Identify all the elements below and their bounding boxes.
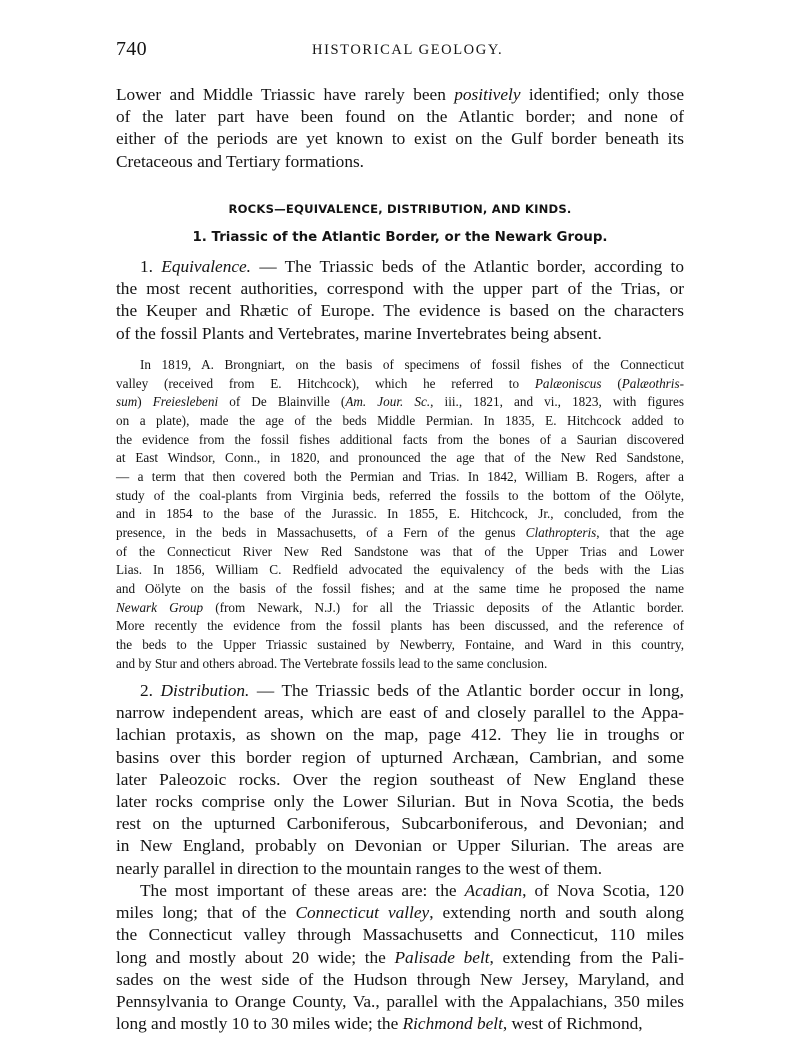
text-line xyxy=(116,449,684,468)
text-run: long and mostly 10 to 30 miles wide; the xyxy=(116,1014,403,1034)
text-run: and by Stur and others abroad. The Vertebrate fossils lead to the same conclusion. xyxy=(116,655,548,671)
areas-paragraph xyxy=(116,880,684,1035)
text-run: ) xyxy=(137,394,153,410)
italic-run: Acadian xyxy=(464,881,523,900)
text-line xyxy=(116,524,684,543)
text-line xyxy=(116,969,684,991)
text-run: the beds to the Upper Triassic sustained by Newberry, Fontaine, and Ward in this country, xyxy=(116,636,684,652)
text-line xyxy=(116,747,684,769)
text-run: , iii., 1821, and vi., 1823, with figures xyxy=(430,394,684,410)
text-line xyxy=(116,151,684,173)
text-run: More recently the evidence from the fossil plants has been discussed, and the reference of xyxy=(116,618,684,634)
text-run: ( xyxy=(601,375,622,391)
text-run: narrow independent areas, which are east of and closely parallel to the Appa- xyxy=(116,703,684,723)
text-run: , extending from the Pali- xyxy=(489,947,684,967)
text-line xyxy=(116,835,684,857)
text-run: 1. xyxy=(140,257,162,276)
italic-run: Palæoniscus xyxy=(534,375,602,391)
text-line xyxy=(116,655,684,674)
text-run: miles long; that of the xyxy=(116,903,296,923)
text-run: of De Blainville ( xyxy=(218,394,346,410)
italic-run: Newark Group xyxy=(116,599,204,615)
text-line xyxy=(116,543,684,562)
text-line xyxy=(116,412,684,431)
italic-run: Richmond belt xyxy=(402,1014,503,1034)
italic-run: Connecticut valley xyxy=(295,903,430,923)
text-line xyxy=(116,724,684,746)
text-run: in New England, probably on Devonian or Upper Silurian. The areas are xyxy=(116,836,684,856)
text-run: of the Connecticut River New Red Sandstone was that of the Upper Trias and Lower xyxy=(116,543,684,559)
text-line xyxy=(116,769,684,791)
text-run: long and mostly about 20 wide; the xyxy=(116,947,395,967)
text-line xyxy=(116,128,684,150)
text-run: lachian protaxis, as shown on the map, page 412. They lie in troughs or xyxy=(116,725,684,745)
text-run: The most important of these areas are: the xyxy=(140,881,465,900)
text-run: , of Nova Scotia, 120 xyxy=(522,881,684,900)
text-line xyxy=(116,256,684,278)
text-run: identified; only those xyxy=(520,85,684,104)
text-line xyxy=(116,680,684,702)
text-line xyxy=(116,902,684,924)
section-heading: ROCKS—EQUIVALENCE, DISTRIBUTION, AND KINDS. xyxy=(228,202,572,216)
text-run: the most recent authorities, correspond with the upper part of the Trias, or xyxy=(116,279,684,299)
text-line xyxy=(116,947,684,969)
text-line xyxy=(116,300,684,322)
italic-run: Equivalence. xyxy=(161,257,252,276)
text-run: study of the coal-plants from Virginia beds, referred the fossils to the bottom of the Oölyte, xyxy=(116,487,684,503)
text-run: , extending north and south along xyxy=(429,903,685,923)
italic-run: Freieslebeni xyxy=(152,394,219,410)
text-run: (from Newark, N.J.) for all the Triassic deposits of the Atlantic border. xyxy=(203,599,684,615)
running-title: HISTORICAL GEOLOGY. xyxy=(312,42,504,58)
text-line xyxy=(116,561,684,580)
text-line xyxy=(116,636,684,655)
text-run: valley (received from E. Hitchcock), which he referred to xyxy=(116,375,535,391)
text-line xyxy=(116,991,684,1013)
distribution-paragraph xyxy=(116,680,684,880)
text-run: In 1819, A. Brongniart, on the basis of specimens of fossil fishes of the Connecticut xyxy=(140,357,684,372)
text-run: Pennsylvania to Orange County, Va., parallel with the Appalachians, 350 miles xyxy=(116,992,684,1012)
italic-run: Palisade belt xyxy=(394,947,490,967)
text-run: later rocks comprise only the Lower Silurian. But in Nova Scotia, the beds xyxy=(116,792,684,812)
text-run: and Oölyte on the basis of the fossil fishes; and at the same time he proposed the name xyxy=(116,580,684,596)
text-run: Lower and Middle Triassic have rarely been xyxy=(116,85,455,104)
italic-run: Distribution. xyxy=(160,681,250,700)
intro-paragraph xyxy=(116,84,684,173)
text-line xyxy=(116,278,684,300)
text-run: sades on the west side of the Hudson through New Jersey, Maryland, and xyxy=(116,969,684,989)
text-run: — The Triassic beds of the Atlantic border, according to xyxy=(251,257,684,276)
italic-run: positively xyxy=(454,85,521,104)
text-run: either of the periods are yet known to exist on the Gulf border beneath its xyxy=(116,129,684,149)
text-line xyxy=(116,924,684,946)
text-line xyxy=(116,858,684,880)
text-line xyxy=(116,356,684,375)
italic-run: Clathropteris xyxy=(525,524,597,540)
text-run: of the later part have been found on the Atlantic border; and none of xyxy=(116,107,684,127)
text-line xyxy=(116,617,684,636)
text-run: 2. xyxy=(140,681,161,700)
italic-run: Am. Jour. Sc. xyxy=(345,394,431,410)
text-run: basins over this border region of upturned Archæan, Cambrian, and some xyxy=(116,747,684,767)
text-run: presence, in the beds in Massachusetts, of a Fern of the genus xyxy=(116,524,526,540)
text-run: , west of Richmond, xyxy=(502,1014,643,1034)
text-run: on a plate), made the age of the beds Middle Permian. In 1835, E. Hitchcock added to xyxy=(116,412,684,428)
text-run: the evidence from the fossil fishes additional facts from the bones of a Saurian discovered xyxy=(116,431,684,447)
text-line xyxy=(116,468,684,487)
text-line xyxy=(116,880,684,902)
text-run: the Connecticut valley through Massachusetts and Connecticut, 110 miles xyxy=(116,925,684,945)
text-line xyxy=(116,813,684,835)
text-line xyxy=(116,1013,684,1035)
text-line xyxy=(116,106,684,128)
running-head xyxy=(116,38,684,62)
text-line xyxy=(116,599,684,618)
subsection-heading: 1. Triassic of the Atlantic Border, or the Newark Group. xyxy=(192,230,608,245)
text-run: Cretaceous and Tertiary formations. xyxy=(116,151,365,171)
text-run: — a term that then covered both the Permian and Trias. In 1842, William B. Rogers, after a xyxy=(116,468,684,484)
text-line xyxy=(116,375,684,394)
text-run: , that the age xyxy=(596,524,685,540)
text-run: and in 1854 to the base of the Jurassic. In 1855, E. Hitchcock, Jr., concluded, from the xyxy=(116,506,684,522)
equivalence-paragraph xyxy=(116,256,684,345)
text-run: later Paleozoic rocks. Over the region southeast of New England these xyxy=(116,769,684,789)
history-note-paragraph xyxy=(116,356,684,673)
page-number: 740 xyxy=(116,38,147,60)
text-line xyxy=(116,791,684,813)
text-line xyxy=(116,487,684,506)
text-line xyxy=(116,431,684,450)
text-line xyxy=(116,505,684,524)
text-line xyxy=(116,580,684,599)
text-run: nearly parallel in direction to the mountain ranges to the west of them. xyxy=(116,858,603,878)
text-run: the Keuper and Rhætic of Europe. The evidence is based on the characters xyxy=(116,301,684,321)
text-run: — The Triassic beds of the Atlantic border occur in long, xyxy=(249,681,684,700)
text-line xyxy=(116,84,684,106)
italic-run: Palæothris- xyxy=(621,375,684,391)
text-line xyxy=(116,323,684,345)
text-line xyxy=(116,393,684,412)
text-run: of the fossil Plants and Vertebrates, marine Invertebrates being absent. xyxy=(116,323,602,343)
text-run: Lias. In 1856, William C. Redfield advocated the equivalency of the beds with the Lias xyxy=(116,562,684,578)
text-run: rest on the upturned Carboniferous, Subcarboniferous, and Devonian; and xyxy=(116,814,684,834)
text-line xyxy=(116,702,684,724)
text-run: at East Windsor, Conn., in 1820, and pronounced the age that of the New Red Sandstone, xyxy=(116,450,684,466)
italic-run: sum xyxy=(116,394,138,410)
